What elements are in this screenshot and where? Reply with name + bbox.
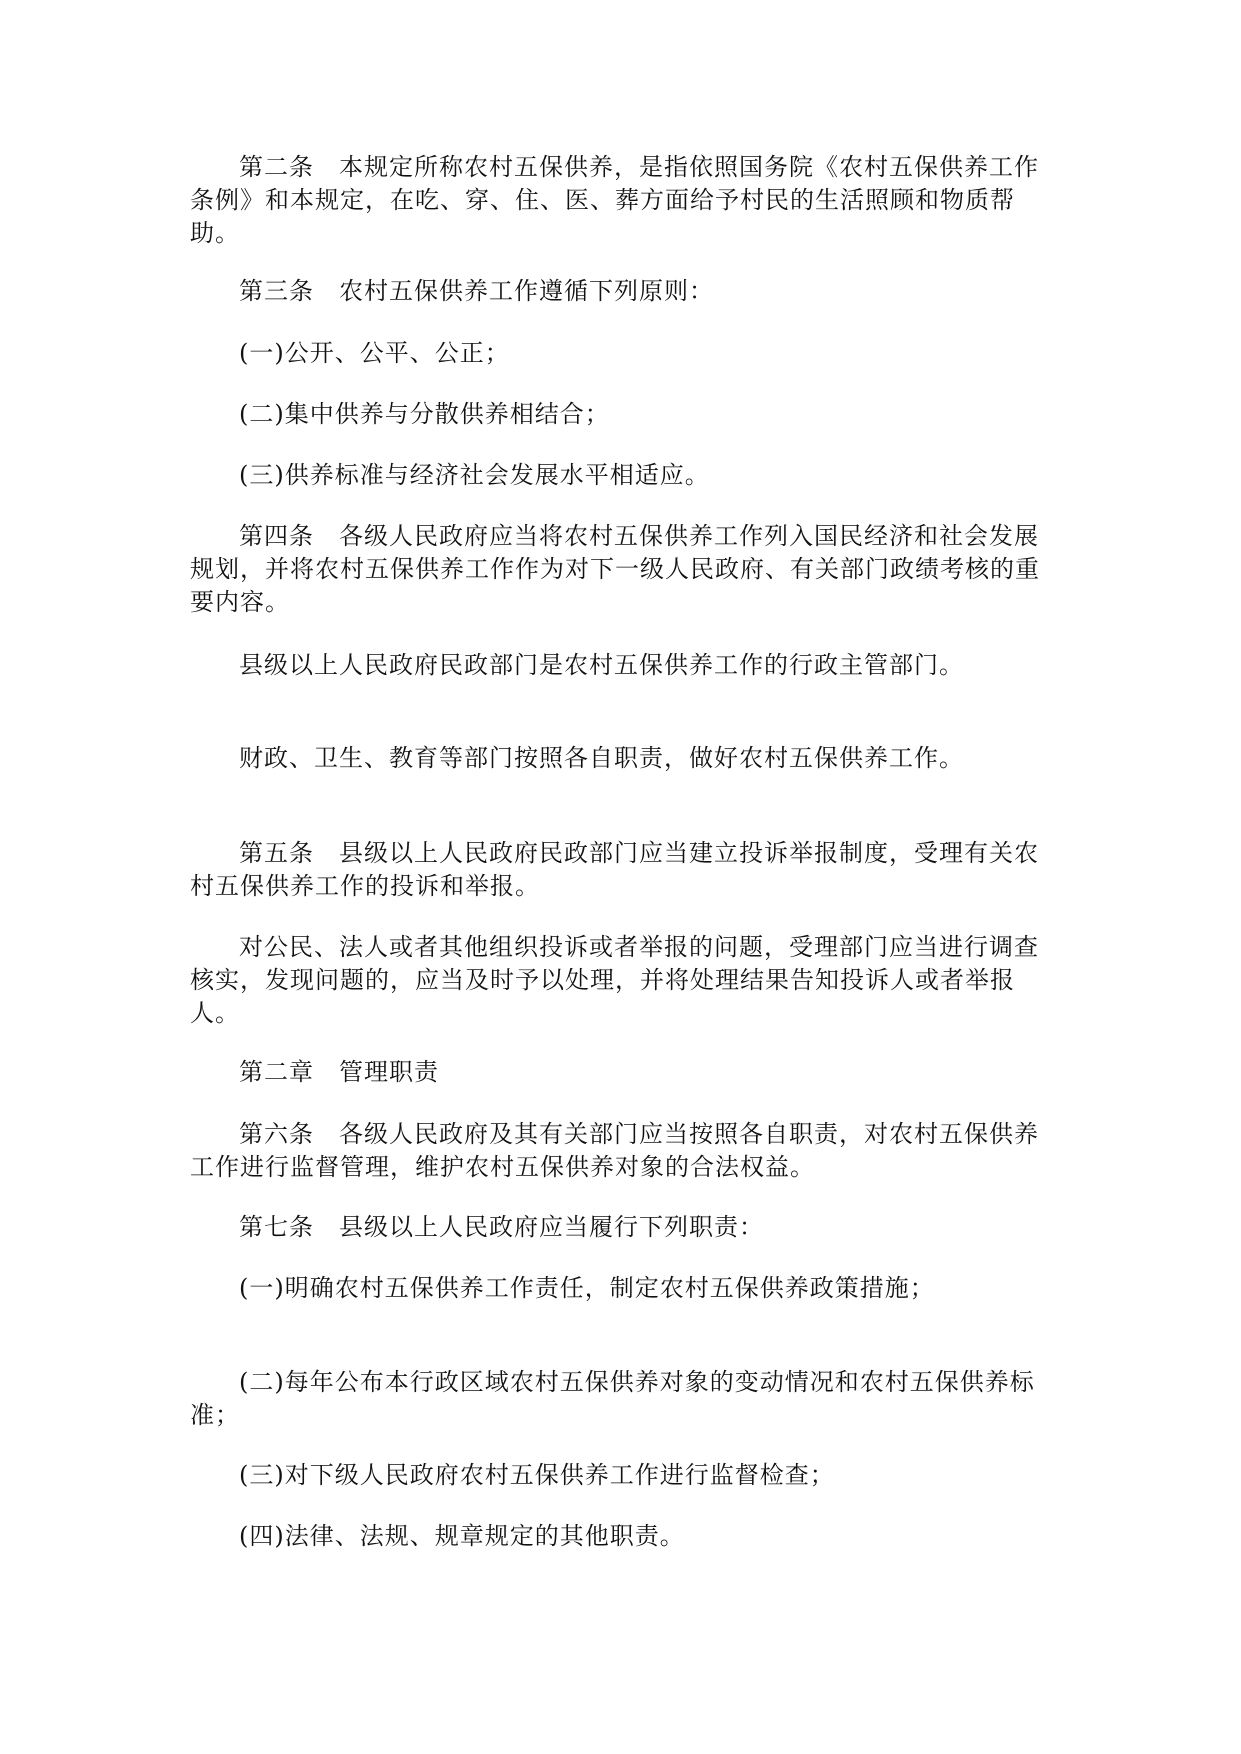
duty-4-item: (四)法律、法规、规章规定的其他职责。 — [239, 1522, 685, 1550]
principle-1-item: (一)公开、公平、公正； — [239, 339, 510, 367]
article-4-civil-affairs-paragraph: 县级以上人民政府民政部门是农村五保供养工作的行政主管部门。 — [239, 651, 964, 679]
article-2-paragraph: 第二条 本规定所称农村五保供养，是指依照国务院《农村五保供养工作条例》和本规定，在吃、穿、住、医、葬方面给予村民的生活照顾和物质帮助。 — [190, 153, 1039, 247]
article-5-paragraph: 第五条 县级以上人民政府民政部门应当建立投诉举报制度，受理有关农村五保供养工作的投诉和举报。 — [190, 839, 1039, 900]
article-4-departments-paragraph: 财政、卫生、教育等部门按照各自职责，做好农村五保供养工作。 — [239, 744, 964, 772]
article-6-paragraph: 第六条 各级人民政府及其有关部门应当按照各自职责，对农村五保供养工作进行监督管理，维护农村五保供养对象的合法权益。 — [190, 1120, 1039, 1181]
article-7-paragraph: 第七条 县级以上人民政府应当履行下列职责： — [239, 1213, 764, 1241]
article-4-paragraph: 第四条 各级人民政府应当将农村五保供养工作列入国民经济和社会发展规划，并将农村五保供养工作作为对下一级人民政府、有关部门政绩考核的重要内容。 — [190, 522, 1040, 616]
duty-2-item: (二)每年公布本行政区域农村五保供养对象的变动情况和农村五保供养标准； — [190, 1368, 1035, 1429]
chapter-2-heading: 第二章 管理职责 — [239, 1058, 439, 1086]
duty-3-item: (三)对下级人民政府农村五保供养工作进行监督检查； — [239, 1461, 835, 1489]
principle-3-item: (三)供养标准与经济社会发展水平相适应。 — [239, 461, 710, 489]
principle-2-item: (二)集中供养与分散供养相结合； — [239, 400, 610, 428]
duty-1-item: (一)明确农村五保供养工作责任，制定农村五保供养政策措施； — [239, 1274, 935, 1302]
article-5-handling-paragraph: 对公民、法人或者其他组织投诉或者举报的问题，受理部门应当进行调查核实，发现问题的，应当及时予以处理，并将处理结果告知投诉人或者举报人。 — [190, 933, 1039, 1027]
article-3-paragraph: 第三条 农村五保供养工作遵循下列原则： — [239, 277, 714, 305]
